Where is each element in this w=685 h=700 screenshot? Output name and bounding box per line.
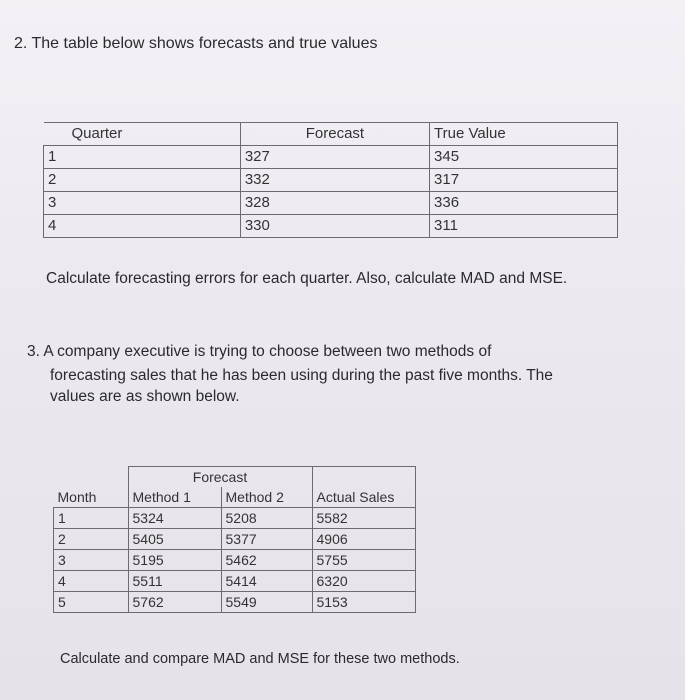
forecast-cell: 328 xyxy=(240,192,429,215)
group-header-row xyxy=(54,467,416,488)
table-row xyxy=(54,592,416,613)
method-1-cell: 5762 xyxy=(128,592,221,613)
table-row xyxy=(44,215,618,238)
forecast-table xyxy=(43,122,618,238)
header-forecast: Forecast xyxy=(240,123,429,146)
question-2-heading: 2. The table below shows forecasts and true values xyxy=(14,35,378,52)
method-2-cell: 5549 xyxy=(221,592,312,613)
question-3-text-line-2: forecasting sales that he has been using during the past five months. The xyxy=(50,367,553,384)
month-cell: 5 xyxy=(54,592,129,613)
table-row xyxy=(44,146,618,169)
actual-sales-cell: 5153 xyxy=(312,592,415,613)
quarter-cell: 2 xyxy=(44,169,241,192)
quarter-cell: 4 xyxy=(44,215,241,238)
method-1-cell: 5195 xyxy=(128,550,221,571)
table-row xyxy=(54,571,416,592)
header-forecast-group: Forecast xyxy=(128,467,312,488)
header-true-value: True Value xyxy=(430,123,618,146)
forecast-cell: 330 xyxy=(240,215,429,238)
table-row xyxy=(54,508,416,529)
method-1-cell: 5511 xyxy=(128,571,221,592)
table-row xyxy=(44,169,618,192)
actual-sales-cell: 4906 xyxy=(312,529,415,550)
true-value-cell: 311 xyxy=(430,215,618,238)
month-cell: 4 xyxy=(54,571,129,592)
quarter-cell: 3 xyxy=(44,192,241,215)
empty-cell xyxy=(312,467,415,488)
true-value-cell: 336 xyxy=(430,192,618,215)
month-cell: 1 xyxy=(54,508,129,529)
method-2-cell: 5414 xyxy=(221,571,312,592)
table-row xyxy=(44,192,618,215)
method-2-cell: 5462 xyxy=(221,550,312,571)
method-1-cell: 5405 xyxy=(128,529,221,550)
table-row xyxy=(54,550,416,571)
header-quarter: Quarter xyxy=(44,123,241,146)
methods-table xyxy=(53,466,416,613)
header-method-1: Method 1 xyxy=(128,487,221,508)
true-value-cell: 345 xyxy=(430,146,618,169)
table-row xyxy=(54,529,416,550)
method-2-cell: 5377 xyxy=(221,529,312,550)
month-cell: 2 xyxy=(54,529,129,550)
header-actual-sales: Actual Sales xyxy=(312,487,415,508)
question-3-instruction: Calculate and compare MAD and MSE for these two methods. xyxy=(60,651,460,667)
month-cell: 3 xyxy=(54,550,129,571)
header-method-2: Method 2 xyxy=(221,487,312,508)
table-header-row xyxy=(54,487,416,508)
table-header-row xyxy=(44,123,618,146)
true-value-cell: 317 xyxy=(430,169,618,192)
question-2-instruction: Calculate forecasting errors for each quarter. Also, calculate MAD and MSE. xyxy=(46,270,568,287)
method-2-cell: 5208 xyxy=(221,508,312,529)
question-3-text-line-3: values are as shown below. xyxy=(50,388,240,405)
forecast-cell: 332 xyxy=(240,169,429,192)
quarter-cell: 1 xyxy=(44,146,241,169)
question-3-text-line-1: 3. A company executive is trying to choose between two methods of xyxy=(27,343,492,360)
actual-sales-cell: 6320 xyxy=(312,571,415,592)
actual-sales-cell: 5755 xyxy=(312,550,415,571)
header-month: Month xyxy=(54,487,129,508)
forecast-cell: 327 xyxy=(240,146,429,169)
method-1-cell: 5324 xyxy=(128,508,221,529)
actual-sales-cell: 5582 xyxy=(312,508,415,529)
empty-cell xyxy=(54,467,129,488)
